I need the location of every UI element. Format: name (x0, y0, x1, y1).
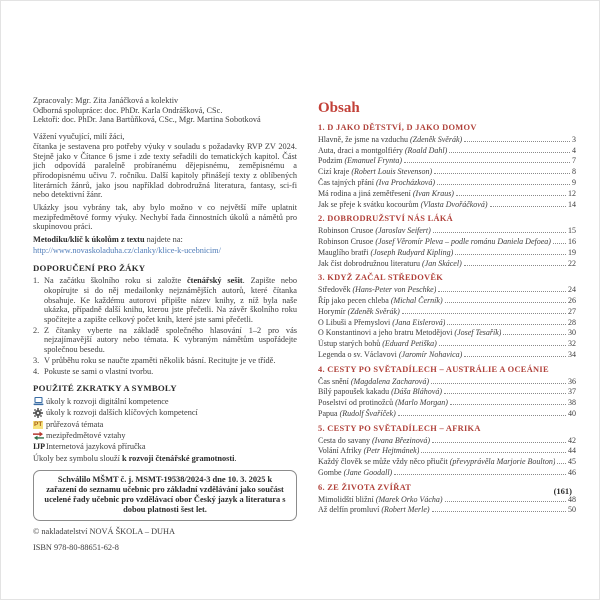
entry-page: 26 (568, 295, 576, 305)
dot-leader (557, 456, 566, 464)
entry-page: 22 (568, 258, 576, 268)
dot-leader (456, 188, 566, 196)
note-bold: k rozvoji čtenářské gramotnosti (121, 453, 235, 463)
dot-leader (421, 445, 566, 453)
entry-page: 28 (568, 317, 576, 327)
entry-author: (převyprávěla Marjorie Boulton) (449, 457, 556, 467)
entry-page: 45 (568, 457, 576, 467)
entry-page: 40 (568, 408, 576, 418)
dot-leader (404, 155, 570, 163)
entry-page: 3 (572, 134, 576, 144)
entry-author: (Ivan Kraus) (412, 188, 454, 198)
toc-entry[interactable] (318, 504, 576, 515)
dot-leader (553, 236, 566, 244)
entry-title: Bílý papoušek kakadu (318, 387, 390, 397)
entry-page: 4 (572, 145, 576, 155)
entry-author: (Marek Orko Vácha) (375, 494, 443, 504)
note-post: . (234, 453, 237, 463)
dot-leader (433, 225, 566, 233)
folio-page-number: (161) (553, 486, 572, 496)
entry-title: O Konstantinovi a jeho bratru Metodějovi (318, 328, 453, 338)
toc-entry[interactable] (318, 295, 576, 306)
entry-author: (Jaromír Nohavica) (398, 349, 463, 359)
entry-title: Cesta do savany (318, 435, 370, 445)
entry-page: 15 (568, 226, 576, 236)
symbol-label: Internetová jazyková příručka (46, 442, 146, 452)
entry-author: (Magdalena Zacharová) (350, 376, 430, 386)
item-text (44, 276, 297, 325)
entry-page: 48 (568, 494, 576, 504)
toc-section-heading: 6. ZE ŽIVOTA ZVÍŘAT (318, 482, 412, 492)
recommendation-item-3 (33, 356, 297, 366)
toc-entry[interactable] (318, 445, 576, 456)
intro-paragraph-2: Ukázky jsou vybrány tak, aby bylo možno v co největší míře uplatnit mezipředmětové formy výuky. Nechybí řada činnostních úkolů a námětů pro skupinovou práci. (33, 203, 297, 232)
item-text: V průběhu roku se naučte zpaměti několik básní. Recitujte je ve třídě. (44, 355, 276, 365)
toc-entry[interactable] (318, 467, 576, 478)
credits-line: Lektoři: doc. PhDr. Jana Bartůňková, CSc., Mgr. Martina Sobotková (33, 115, 261, 125)
toc-entry[interactable] (318, 225, 576, 236)
entry-page: 7 (572, 156, 576, 166)
ijp-text: IJP (33, 442, 45, 452)
entry-title: Mimolidští bližní (318, 494, 374, 504)
entry-author: (Jan Skácel) (421, 258, 462, 268)
entry-title: Volání Afriky (318, 446, 362, 456)
dot-leader (464, 258, 566, 266)
item-number: 2. (33, 325, 40, 335)
toc-entry[interactable] (318, 247, 576, 258)
toc-entry[interactable] (318, 145, 576, 156)
symbol-label: úkoly k rozvoji dalších klíčových kompetencí (46, 408, 198, 418)
entry-page: 12 (568, 188, 576, 198)
entry-page: 32 (568, 339, 576, 349)
recommendations-heading: DOPORUČENÍ PRO ŽÁKY (33, 262, 146, 273)
entry-title: Čas snění (318, 376, 349, 386)
entry-title: Poselství od protinožců (318, 398, 394, 408)
entry-title: Horymír (318, 306, 346, 316)
toc-entry[interactable] (318, 397, 576, 408)
entry-author: (Iva Procházková) (375, 177, 435, 187)
entry-author: (Eduard Petiška) (382, 339, 437, 349)
toc-entry[interactable] (318, 435, 576, 446)
entry-author: (Jana Eislerová) (392, 317, 446, 327)
laptop-icon (33, 397, 46, 406)
item-text-post: . Zapište nebo okopírujte si do něj medailonky nejznámějších autorů, které čítanka obsahuje. Ke každému autorovi připište název knihy, z níž byla naše ukázka, případně další knihu, kterou jste přečetli. Na závěr školního roku spočítejte a zapište celkový počet knih, které jste sami přečetli. (44, 276, 297, 325)
interdisciplinary-icon (33, 431, 46, 440)
entry-title: Robinson Crusoe (318, 226, 374, 236)
toc-title: Obsah (318, 100, 360, 116)
dot-leader (464, 134, 570, 142)
entry-page: 14 (568, 199, 576, 209)
dot-leader (445, 295, 566, 303)
toc-entry[interactable] (318, 284, 576, 295)
toc-entry[interactable] (318, 188, 576, 199)
dot-leader (445, 494, 566, 502)
entry-page: 27 (568, 306, 576, 316)
entry-title: Jak číst dobrodružnou literaturu (318, 258, 420, 268)
dot-leader (432, 504, 566, 512)
credits-line: Zpracovaly: Mgr. Zita Janáčková a kolektiv (33, 96, 179, 105)
toc-entry[interactable] (318, 456, 576, 467)
msmt-approval-box: Schválilo MŠMT č. j. MSMT-19538/2024-3 dne 10. 3. 2025 k zařazení do seznamu učebnic pro základní vzdělávání jako součást ucelené řady učebnic pro vzdělávací obor Český jazyk a literatura s dobou platnosti šest let. (33, 470, 297, 521)
entry-title: Čas tajných přání (318, 177, 374, 187)
toc-section-heading: 2. DOBRODRUŽSTVÍ NÁS LÁKÁ (318, 214, 454, 224)
toc-entry[interactable] (318, 408, 576, 419)
entry-title: Robinson Crusoe (318, 236, 374, 246)
toc-section-heading: 1. D JAKO DĚTSTVÍ, D JAKO DOMOV (318, 123, 477, 132)
method-note (33, 235, 297, 245)
entry-page: 8 (572, 167, 576, 177)
toc-entry[interactable] (318, 258, 576, 269)
entry-page: 37 (568, 387, 576, 397)
entry-page: 16 (568, 236, 576, 246)
toc-section-heading: 5. CESTY PO SVĚTADÍLECH – AFRIKA (318, 423, 481, 433)
dot-leader (398, 408, 566, 416)
entry-title: Podzim (318, 156, 343, 166)
item-number: 3. (33, 355, 40, 365)
dot-leader (450, 397, 566, 405)
entry-page: 38 (568, 398, 576, 408)
dot-leader (490, 199, 566, 207)
toc-entry[interactable] (318, 386, 576, 397)
toc-entry[interactable] (318, 236, 576, 247)
entry-author: (Petr Hejtmánek) (363, 446, 420, 456)
table-of-contents (318, 100, 576, 515)
entry-author: (Dáša Bláhová) (391, 387, 442, 397)
dot-leader (444, 386, 566, 394)
toc-entry[interactable] (318, 338, 576, 349)
symbol-label: průřezová témata (46, 419, 104, 429)
symbols-heading: POUŽITÉ ZKRATKY A SYMBOLY (33, 383, 177, 394)
entry-author: (Robert Louis Stevenson) (351, 167, 433, 177)
entry-title: Středověk (318, 285, 351, 295)
dot-leader (503, 327, 566, 335)
item-text: Pokuste se sami o vlastní tvorbu. (44, 366, 154, 376)
note-pre: Úkoly bez symbolu slouží (33, 453, 122, 463)
item-number: 1. (33, 276, 40, 286)
pt-badge (33, 421, 46, 429)
toc-entry[interactable] (318, 317, 576, 328)
ijp-abbreviation (33, 442, 46, 452)
dot-leader (455, 247, 566, 255)
entry-page: 36 (568, 376, 576, 386)
toc-section-heading: 4. CESTY PO SVĚTADÍLECH – AUSTRÁLIE A OCEÁNIE (318, 364, 549, 374)
entry-author: (Josef Věromír Pleva – podle románu Daniela Defoea) (375, 236, 551, 246)
entry-author: (Josef Tesařík) (454, 328, 502, 338)
toc-entry[interactable] (318, 199, 576, 210)
entry-page: 24 (568, 285, 576, 295)
publisher-line: © nakladatelství NOVÁ ŠKOLA – DUHA (33, 526, 176, 536)
toc-entry[interactable] (318, 155, 576, 166)
dot-leader (439, 338, 566, 346)
entry-author: (Robert Merle) (381, 505, 430, 515)
dot-leader (447, 317, 566, 325)
entry-page: 46 (568, 467, 576, 477)
toc-entry[interactable] (318, 349, 576, 360)
entry-page: 30 (568, 328, 576, 338)
dot-leader (432, 435, 566, 443)
gear-icon (33, 408, 46, 418)
credits-block (33, 96, 297, 125)
entry-title: Říp jako pecen chleba (318, 295, 389, 305)
entry-page: 44 (568, 446, 576, 456)
dot-leader (394, 467, 566, 475)
entry-author: (Marlo Morgan) (395, 398, 448, 408)
dot-leader (402, 306, 566, 314)
symbol-label: úkoly k rozvoji digitální kompetence (46, 396, 169, 406)
entry-title: Papua (318, 408, 338, 418)
dot-leader (449, 145, 570, 153)
dot-leader (434, 166, 570, 174)
toc-entry[interactable] (318, 494, 576, 505)
entry-author: (Roald Dahl) (404, 145, 448, 155)
toc-entry[interactable] (318, 134, 576, 145)
item-number: 4. (33, 366, 40, 376)
entry-author: (Zdeněk Svěrák) (347, 306, 400, 316)
toc-entry[interactable] (318, 327, 576, 338)
method-note-rest: najdete na: (144, 235, 183, 245)
entry-author: (Jane Goodall) (343, 467, 393, 477)
recommendation-item-4 (33, 367, 297, 377)
entry-page: 9 (572, 177, 576, 187)
entry-title: Ústup starých bohů (318, 339, 381, 349)
entry-page: 34 (568, 349, 576, 359)
item-text-bold: čtenářský sešit (187, 276, 243, 286)
dot-leader (464, 349, 566, 357)
entry-title: Každý člověk se může vždy něco přiučit (318, 457, 448, 467)
salutation: Vážení vyučující, milí žáci, (33, 132, 125, 142)
entry-title: Gombe (318, 467, 342, 477)
entry-author: (Michal Černík) (390, 295, 443, 305)
dot-leader (437, 177, 570, 185)
isbn-line: ISBN 978-80-88651-62-8 (33, 543, 119, 553)
methodology-link[interactable]: http://www.novaskoladuha.cz/clanky/klice-k-ucebnicim/ (33, 245, 221, 255)
item-text-pre: Na začátku školního roku si založte (44, 276, 187, 286)
entry-author: (Jaroslav Seifert) (375, 226, 431, 236)
entry-title: O Libuši a Přemyslovi (318, 317, 391, 327)
entry-title: Mauglího bratři (318, 247, 369, 257)
entry-title: Legenda o sv. Václavovi (318, 349, 397, 359)
recommendation-item-1 (33, 276, 297, 325)
entry-page: 50 (568, 505, 576, 515)
entry-title: Hlavně, že jsme na vzduchu (318, 134, 408, 144)
entry-page: 19 (568, 247, 576, 257)
no-symbol-note (33, 454, 297, 464)
toc-entry[interactable] (318, 166, 576, 177)
symbol-row-key-competences (33, 408, 297, 418)
entry-page: 42 (568, 435, 576, 445)
dot-leader (438, 284, 566, 292)
entry-title: Až delfín promluví (318, 505, 380, 515)
toc-entry[interactable] (318, 177, 576, 188)
toc-entry[interactable] (318, 376, 576, 387)
left-page (33, 96, 297, 553)
symbol-row-ijp (33, 442, 297, 452)
credits-line: Odborná spolupráce: doc. PhDr. Karla Ondrášková, CSc. (33, 105, 223, 115)
entry-title: Jak se přeje k svátku kocourům (318, 199, 419, 209)
entry-author: (Rudolf Švaříček) (339, 408, 396, 418)
entry-author: (Vlasta Dvořáčková) (420, 199, 488, 209)
item-text: Z čítanky vyberte na základě společného hlasování 1–2 pro vás nejzajímavější autory nebo témata. K vybraným námětům uspořádejte společnou besedu. (44, 325, 297, 355)
entry-title: Má rodina a jiná zemětřesení (318, 188, 411, 198)
toc-entry[interactable] (318, 306, 576, 317)
entry-author: (Emanuel Frynta) (344, 156, 402, 166)
entry-author: (Hans-Peter von Peschke) (352, 285, 437, 295)
entry-author: (Zdeněk Svěrák) (409, 134, 463, 144)
symbol-row-cross-topics (33, 420, 297, 430)
recommendation-item-2 (33, 326, 297, 355)
dot-leader (431, 376, 566, 384)
symbol-label: mezipředmětové vztahy (46, 430, 126, 440)
pt-badge-text: PT (34, 420, 43, 428)
entry-author: (Ivana Březinová) (372, 435, 430, 445)
entry-title: Cizí kraje (318, 167, 350, 177)
entry-author: (Joseph Rudyard Kipling) (370, 247, 454, 257)
intro-paragraph-1: čítanka je sestavena pro potřeby výuky v souladu s požadavky RVP ZV 2024. Stejně jako v Čítance 6 jsme i zde texty seřadili do tematických kapitol. Část jich odpovídá paralelně probíranému dějepisnému, zeměpisnému a přírodopisnému učivu 7. ročníku. Další kapitoly přinášejí texty z oblíbených literárních žánrů, jako jsou například dobrodružná literatura, fantasy, sci-fi nebo detektivní žánr. (33, 141, 297, 200)
toc-section-heading: 3. KDYŽ ZAČAL STŘEDOVĚK (318, 273, 444, 283)
symbol-row-digital (33, 397, 297, 407)
symbol-row-interdisciplinary (33, 431, 297, 441)
entry-title: Auta, draci a montgolfiéry (318, 145, 403, 155)
method-note-bold: Metodiku/klíč k úkolům z textu (33, 235, 145, 245)
